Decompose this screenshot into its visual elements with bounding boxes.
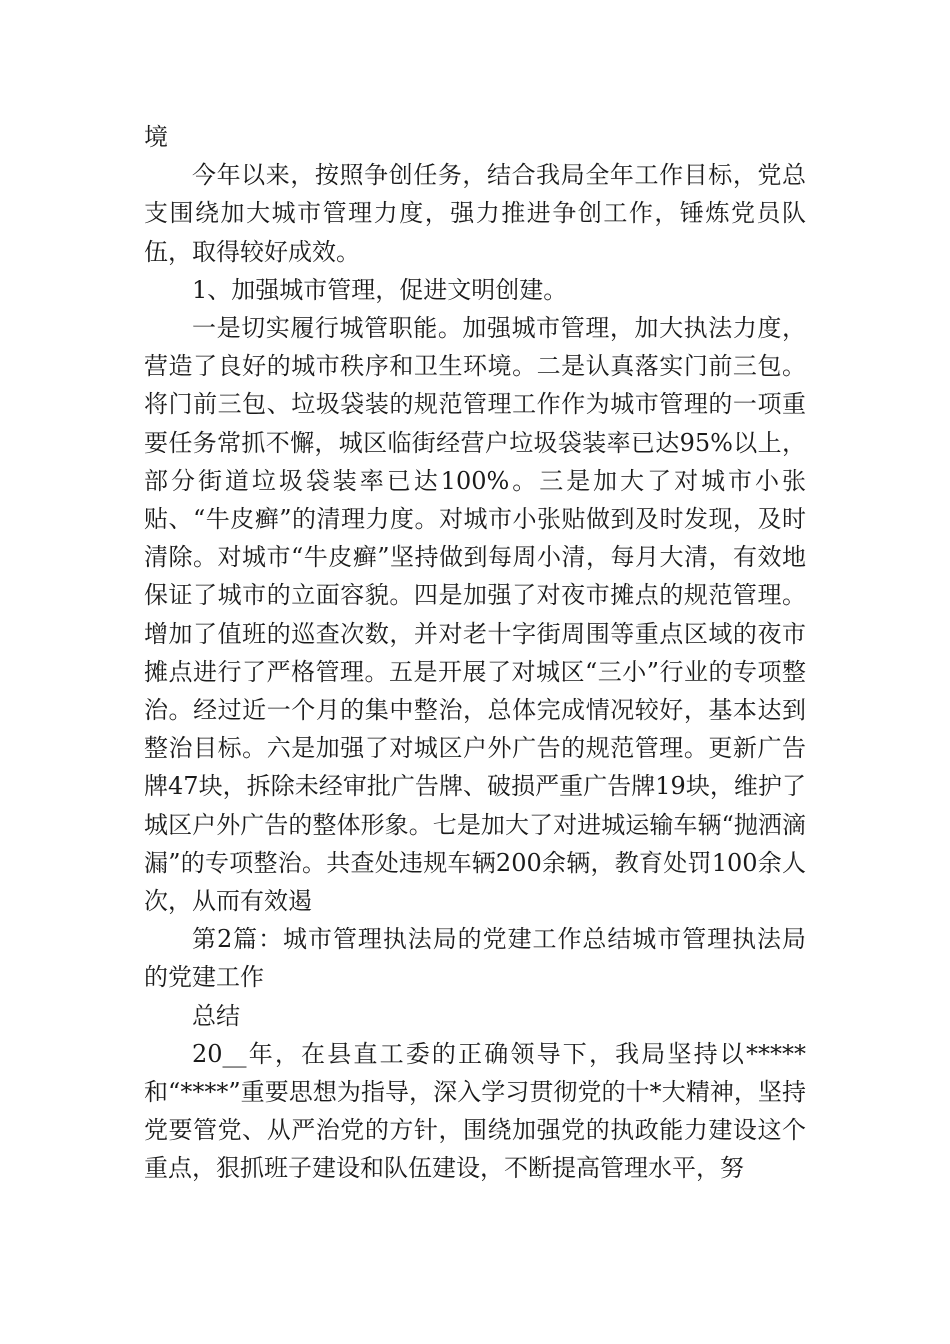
paragraph-intro: 今年以来，按照争创任务，结合我局全年工作目标，党总支围绕加大城市管理力度，强力推进争创工作，锤炼党员队伍，取得较好成效。 <box>144 161 806 266</box>
paragraph-opening: 20__年，在县直工委的正确领导下，我局坚持以*****和“****”重要思想为指导，深入学习贯彻党的十*大精神，坚持党要管党、从严治党的方针，围绕加强党的执政能力建设这个重点，狠抓班子建设和队伍建设，不断提高管理水平，努 <box>144 1039 806 1183</box>
article-title: 第2篇：城市管理执法局的党建工作总结城市管理执法局的党建工作 <box>144 925 806 992</box>
section-heading-1: 1、加强城市管理，促进文明创建。 <box>192 275 568 304</box>
document-body <box>144 118 806 1188</box>
paragraph-city-management: 一是切实履行城管职能。加强城市管理，加大执法力度，营造了良好的城市秩序和卫生环境。二是认真落实门前三包。将门前三包、垃圾袋装的规范管理工作作为城市管理的一项重要任务常抓不懈，城区临街经营户垃圾袋装率已达95%以上，部分街道垃圾袋装率已达100%。三是加大了对城市小张贴、“牛皮癣”的清理力度。对城市小张贴做到及时发现，及时清除。对城市“牛皮癣”坚持做到每周小清，每月大清，有效地保证了城市的立面容貌。四是加强了对夜市摊点的规范管理。增加了值班的巡查次数，并对老十字街周围等重点区域的夜市摊点进行了严格管理。五是开展了对城区“三小”行业的专项整治。经过近一个月的集中整治，总体完成情况较好，基本达到整治目标。六是加强了对城区户外广告的规范管理。更新广告牌47块，拆除未经审批广告牌、破损严重广告牌19块，维护了城区户外广告的整体形象。七是加大了对进城运输车辆“抛洒滴漏”的专项整治。共查处违规车辆200余辆，教育处罚100余人次，从而有效遏 <box>144 314 806 916</box>
paragraph-continuation: 境 <box>144 123 168 151</box>
article-subtitle: 总结 <box>192 1001 240 1030</box>
